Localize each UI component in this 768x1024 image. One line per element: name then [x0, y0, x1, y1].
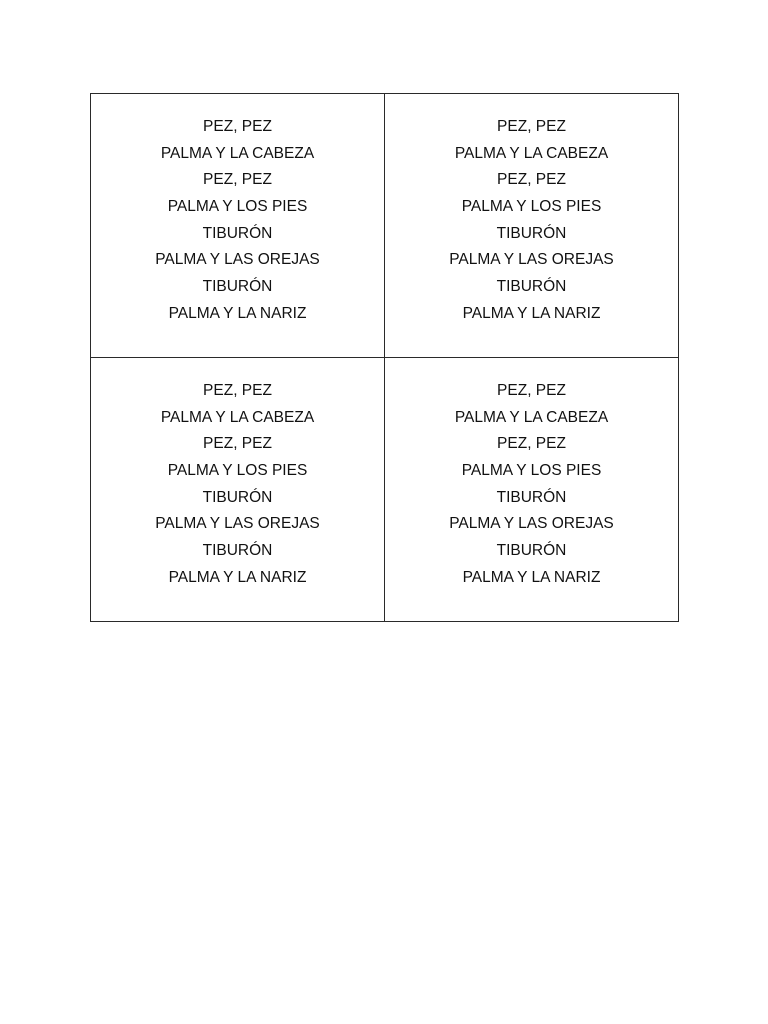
- rhyme-line: PEZ, PEZ: [497, 171, 566, 189]
- card-cell-bottom-right: [385, 358, 679, 622]
- rhyme-line: PALMA Y LOS PIES: [461, 198, 602, 216]
- rhyme-line: PEZ, PEZ: [497, 118, 566, 135]
- rhyme-line: PEZ, PEZ: [203, 171, 272, 189]
- rhyme-line: TIBURÓN: [496, 224, 567, 242]
- rhyme-line: PALMA Y LOS PIES: [167, 198, 308, 216]
- rhyme-line: PALMA Y LAS OREJAS: [155, 515, 320, 533]
- card-cell-bottom-left: [91, 358, 385, 622]
- rhyme-line: PALMA Y LA CABEZA: [160, 144, 315, 162]
- rhyme-line: PALMA Y LAS OREJAS: [155, 251, 320, 269]
- rhyme-line: PALMA Y LA CABEZA: [160, 408, 315, 426]
- rhyme-card: [385, 358, 678, 592]
- rhyme-line: PEZ, PEZ: [497, 435, 566, 453]
- rhyme-line: PALMA Y LA CABEZA: [454, 408, 609, 426]
- rhyme-line: PALMA Y LOS PIES: [167, 462, 308, 480]
- rhyme-line: PALMA Y LA NARIZ: [462, 568, 601, 586]
- rhyme-card: [91, 358, 384, 592]
- rhyme-line: PALMA Y LA CABEZA: [454, 144, 609, 162]
- rhyme-line: TIBURÓN: [496, 488, 567, 506]
- rhyme-line: PALMA Y LA NARIZ: [168, 304, 307, 322]
- rhyme-card: [385, 94, 678, 328]
- rhyme-line: PALMA Y LOS PIES: [461, 462, 602, 480]
- rhyme-line: TIBURÓN: [202, 488, 273, 506]
- rhyme-line: PALMA Y LAS OREJAS: [449, 251, 614, 269]
- card-grid-table: [90, 93, 679, 622]
- rhyme-line: TIBURÓN: [496, 542, 567, 560]
- rhyme-line: TIBURÓN: [202, 542, 273, 560]
- rhyme-line: PEZ, PEZ: [203, 118, 272, 135]
- rhyme-line: PALMA Y LA NARIZ: [462, 304, 601, 322]
- rhyme-line: PEZ, PEZ: [497, 382, 566, 399]
- rhyme-line: PEZ, PEZ: [203, 382, 272, 399]
- table-row: [91, 94, 679, 358]
- rhyme-line: TIBURÓN: [496, 278, 567, 296]
- card-cell-top-left: [91, 94, 385, 358]
- rhyme-line: TIBURÓN: [202, 278, 273, 296]
- rhyme-line: PEZ, PEZ: [203, 435, 272, 453]
- rhyme-line: PALMA Y LAS OREJAS: [449, 515, 614, 533]
- rhyme-line: PALMA Y LA NARIZ: [168, 568, 307, 586]
- rhyme-card: [91, 94, 384, 328]
- table-row: [91, 358, 679, 622]
- card-cell-top-right: [385, 94, 679, 358]
- rhyme-line: TIBURÓN: [202, 224, 273, 242]
